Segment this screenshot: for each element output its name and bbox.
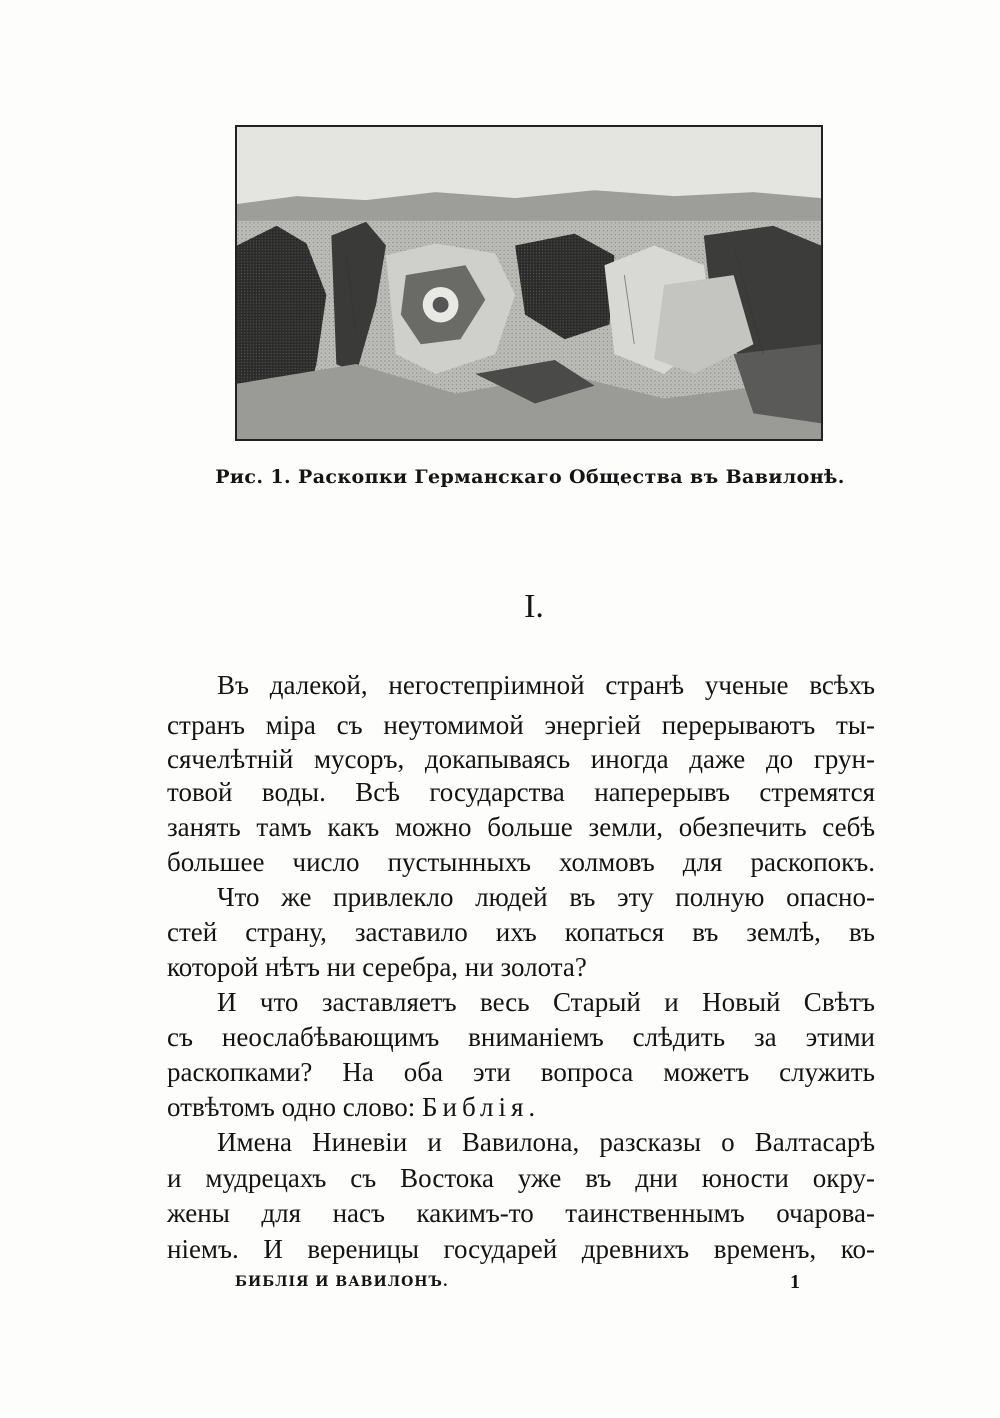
text-line: занять тамъ какъ можно больше земли, обезпечить себѣ (167, 812, 875, 842)
page-number: 1 (790, 1271, 800, 1293)
text-line: которой нѣтъ ни серебра, ни золота? (167, 952, 587, 982)
text-line: большее число пустынныхъ холмовъ для раскопокъ. (167, 847, 875, 877)
text-line: ніемъ. И вереницы государей древнихъ временъ, ко- (167, 1234, 875, 1264)
text-line-prefix: отвѣтомъ одно слово: (167, 1092, 416, 1122)
excavation-photo (235, 125, 823, 441)
text-line: Имена Ниневіи и Вавилона, разсказы о Валтасарѣ (217, 1127, 875, 1157)
text-line: Въ далекой, негостепріимной странѣ ученые всѣхъ (217, 670, 875, 700)
figure-caption: Рис. 1. Раскопки Германскаго Общества въ Вавилонѣ. (215, 466, 845, 488)
text-line: странъ міра съ неутомимой энергіей перерываютъ ты- (167, 710, 875, 740)
text-line: товой воды. Всѣ государства наперерывъ стремятся (167, 777, 875, 807)
text-line: раскопками? На оба эти вопроса можетъ служить (167, 1057, 875, 1087)
text-line: И что заставляетъ весь Старый и Новый Свѣтъ (217, 987, 875, 1017)
text-line: съ неослабѣвающимъ вниманіемъ слѣдить за этими (167, 1022, 875, 1052)
text-line: сячелѣтній мусоръ, докапываясь иногда даже до грун- (167, 744, 875, 774)
text-line: Что же привлекло людей въ эту полную опасно- (217, 882, 875, 912)
chapter-heading: I. (524, 588, 544, 625)
text-line (167, 1090, 875, 1124)
emphasized-word: Библія. (422, 1092, 541, 1122)
text-line: и мудрецахъ съ Востока уже въ дни юности окру- (167, 1163, 875, 1193)
text-line: стей страну, заставило ихъ копаться въ землѣ, въ (167, 917, 875, 947)
running-title: БИБЛІЯ И ВАВИЛОНЪ. (235, 1274, 449, 1290)
text-line: жены для насъ какимъ-то таинственнымъ очарова- (167, 1198, 875, 1228)
excavation-illustration (237, 127, 821, 439)
